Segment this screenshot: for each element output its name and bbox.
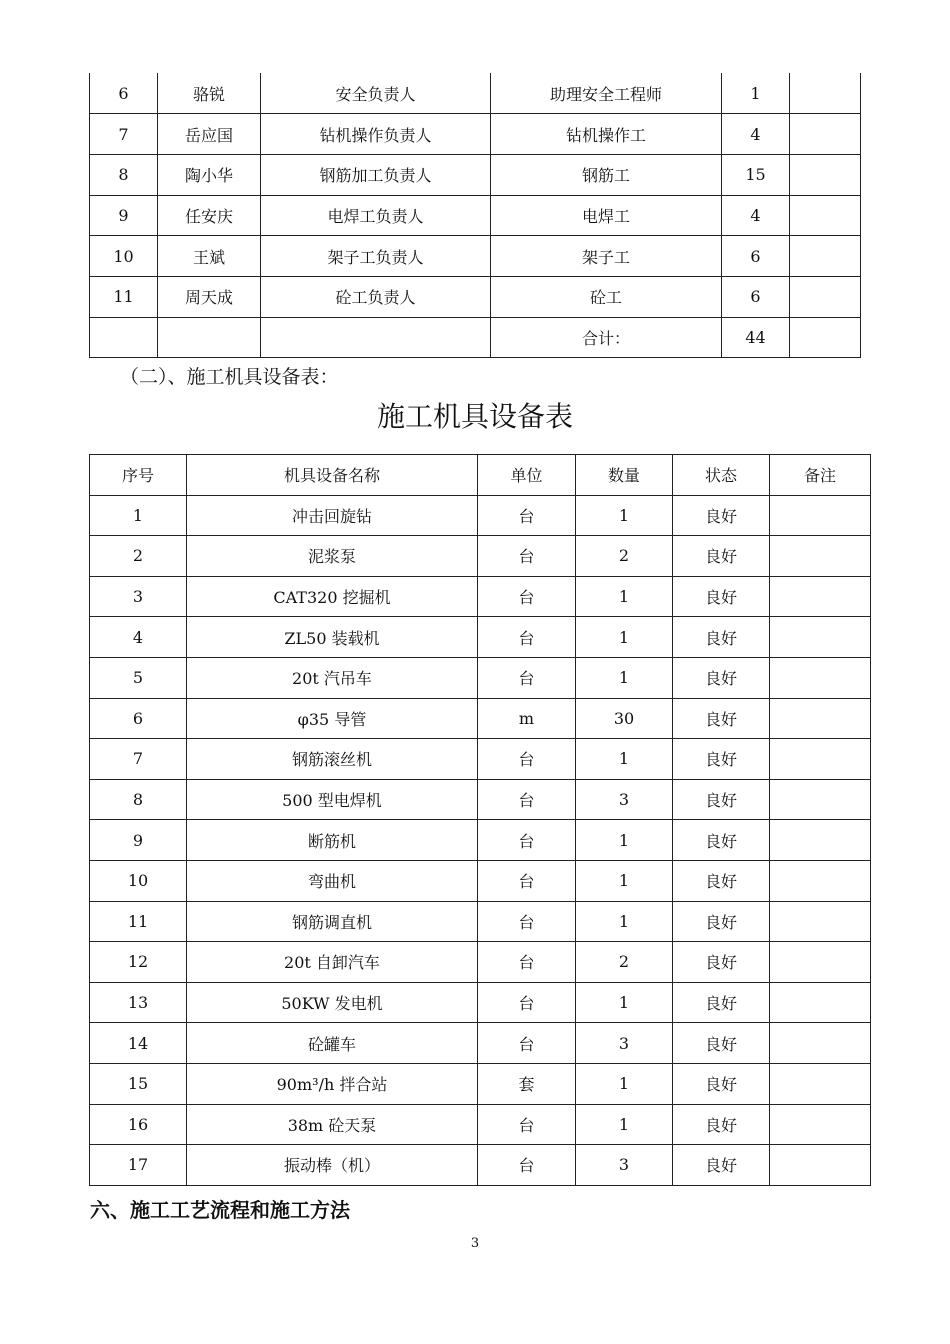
table-row <box>90 617 871 658</box>
cell-qty: 3 <box>576 779 673 820</box>
cell-name: 500 型电焊机 <box>187 779 478 820</box>
cell-no: 7 <box>90 739 187 780</box>
cell-role: 电焊工负责人 <box>261 195 491 236</box>
cell-qty: 1 <box>576 1063 673 1104</box>
cell-remark <box>770 1023 871 1064</box>
cell-name: ZL50 装载机 <box>187 617 478 658</box>
cell-remark <box>790 154 861 195</box>
cell-unit: 台 <box>478 1145 576 1186</box>
chapter-heading: 六、施工工艺流程和施工方法 <box>90 1198 350 1222</box>
page-number: 3 <box>470 1236 480 1251</box>
cell-name: 钢筋调直机 <box>187 901 478 942</box>
cell-count: 6 <box>722 236 790 277</box>
table-row <box>90 195 861 236</box>
total-value: 44 <box>722 317 790 358</box>
table-row <box>90 276 861 317</box>
cell-qty: 30 <box>576 698 673 739</box>
cell-name: 周天成 <box>158 276 261 317</box>
table-row <box>90 576 871 617</box>
cell-status: 良好 <box>673 1023 770 1064</box>
cell-unit: 台 <box>478 820 576 861</box>
cell-unit: 台 <box>478 942 576 983</box>
cell-name: 50KW 发电机 <box>187 982 478 1023</box>
cell-qty: 1 <box>576 982 673 1023</box>
cell-name: 38m 砼天泵 <box>187 1104 478 1145</box>
cell-status: 良好 <box>673 617 770 658</box>
table-row <box>90 495 871 536</box>
header-name: 机具设备名称 <box>187 455 478 496</box>
cell-qty: 1 <box>576 901 673 942</box>
table-row <box>90 1063 871 1104</box>
cell-no: 6 <box>90 698 187 739</box>
header-status: 状态 <box>673 455 770 496</box>
cell-no: 2 <box>90 536 187 577</box>
staff-table <box>89 73 861 358</box>
cell-remark <box>790 114 861 155</box>
cell-remark <box>770 576 871 617</box>
table-header-row <box>90 455 871 496</box>
cell-name: CAT320 挖掘机 <box>187 576 478 617</box>
cell-count: 15 <box>722 154 790 195</box>
cell-unit: 台 <box>478 617 576 658</box>
cell-name: 泥浆泵 <box>187 536 478 577</box>
cell-no: 8 <box>90 779 187 820</box>
table-row <box>90 901 871 942</box>
cell-remark <box>770 495 871 536</box>
cell-trade: 助理安全工程师 <box>491 73 722 114</box>
cell-trade: 钢筋工 <box>491 154 722 195</box>
cell-remark <box>790 195 861 236</box>
cell-status: 良好 <box>673 779 770 820</box>
cell-count: 1 <box>722 73 790 114</box>
total-row <box>90 317 861 358</box>
cell-remark <box>770 779 871 820</box>
cell-remark <box>770 1063 871 1104</box>
cell-no: 7 <box>90 114 158 155</box>
cell-remark <box>770 820 871 861</box>
cell-remark <box>770 617 871 658</box>
cell-status: 良好 <box>673 657 770 698</box>
cell-count: 6 <box>722 276 790 317</box>
total-label: 合计： <box>491 317 722 358</box>
cell-name: 弯曲机 <box>187 860 478 901</box>
cell-name: 任安庆 <box>158 195 261 236</box>
empty-cell <box>261 317 491 358</box>
cell-name: 20t 自卸汽车 <box>187 942 478 983</box>
cell-no: 11 <box>90 276 158 317</box>
cell-no: 16 <box>90 1104 187 1145</box>
cell-qty: 1 <box>576 495 673 536</box>
cell-remark <box>770 1104 871 1145</box>
cell-no: 17 <box>90 1145 187 1186</box>
cell-status: 良好 <box>673 495 770 536</box>
cell-name: 陶小华 <box>158 154 261 195</box>
empty-cell <box>90 317 158 358</box>
cell-remark <box>770 860 871 901</box>
cell-name: 钢筋滚丝机 <box>187 739 478 780</box>
cell-unit: 台 <box>478 576 576 617</box>
cell-qty: 1 <box>576 657 673 698</box>
cell-remark <box>770 739 871 780</box>
cell-status: 良好 <box>673 860 770 901</box>
cell-no: 14 <box>90 1023 187 1064</box>
cell-name: 冲击回旋钻 <box>187 495 478 536</box>
cell-name: 断筋机 <box>187 820 478 861</box>
cell-qty: 1 <box>576 739 673 780</box>
cell-no: 11 <box>90 901 187 942</box>
cell-unit: 台 <box>478 536 576 577</box>
cell-name: 岳应国 <box>158 114 261 155</box>
table-row <box>90 154 861 195</box>
cell-unit: 台 <box>478 982 576 1023</box>
cell-name: φ35 导管 <box>187 698 478 739</box>
empty-cell <box>158 317 261 358</box>
empty-cell <box>790 317 861 358</box>
cell-role: 安全负责人 <box>261 73 491 114</box>
cell-trade: 砼工 <box>491 276 722 317</box>
cell-qty: 1 <box>576 820 673 861</box>
equipment-table-title: 施工机具设备表 <box>376 400 573 433</box>
cell-remark <box>790 236 861 277</box>
table-row <box>90 536 871 577</box>
cell-remark <box>770 942 871 983</box>
cell-status: 良好 <box>673 698 770 739</box>
cell-unit: m <box>478 698 576 739</box>
cell-role: 钢筋加工负责人 <box>261 154 491 195</box>
cell-name: 20t 汽吊车 <box>187 657 478 698</box>
cell-unit: 套 <box>478 1063 576 1104</box>
cell-no: 10 <box>90 236 158 277</box>
cell-unit: 台 <box>478 901 576 942</box>
cell-status: 良好 <box>673 1104 770 1145</box>
cell-qty: 3 <box>576 1023 673 1064</box>
table-row <box>90 657 871 698</box>
cell-no: 5 <box>90 657 187 698</box>
cell-qty: 1 <box>576 617 673 658</box>
cell-no: 12 <box>90 942 187 983</box>
cell-status: 良好 <box>673 739 770 780</box>
cell-unit: 台 <box>478 860 576 901</box>
cell-status: 良好 <box>673 820 770 861</box>
cell-no: 1 <box>90 495 187 536</box>
table-row <box>90 820 871 861</box>
cell-remark <box>770 901 871 942</box>
cell-remark <box>770 982 871 1023</box>
cell-remark <box>770 1145 871 1186</box>
cell-status: 良好 <box>673 576 770 617</box>
cell-status: 良好 <box>673 982 770 1023</box>
cell-remark <box>770 657 871 698</box>
cell-no: 8 <box>90 154 158 195</box>
cell-role: 架子工负责人 <box>261 236 491 277</box>
cell-status: 良好 <box>673 942 770 983</box>
header-no: 序号 <box>90 455 187 496</box>
table-row <box>90 982 871 1023</box>
cell-status: 良好 <box>673 1145 770 1186</box>
cell-qty: 1 <box>576 576 673 617</box>
cell-name: 砼罐车 <box>187 1023 478 1064</box>
cell-count: 4 <box>722 195 790 236</box>
table-row <box>90 1104 871 1145</box>
cell-unit: 台 <box>478 1104 576 1145</box>
cell-status: 良好 <box>673 536 770 577</box>
cell-unit: 台 <box>478 1023 576 1064</box>
table-row <box>90 1145 871 1186</box>
cell-name: 振动棒（机） <box>187 1145 478 1186</box>
table-row <box>90 236 861 277</box>
table-row <box>90 860 871 901</box>
cell-remark <box>770 536 871 577</box>
cell-name: 王斌 <box>158 236 261 277</box>
cell-qty: 1 <box>576 1104 673 1145</box>
cell-no: 13 <box>90 982 187 1023</box>
cell-trade: 架子工 <box>491 236 722 277</box>
cell-count: 4 <box>722 114 790 155</box>
cell-no: 15 <box>90 1063 187 1104</box>
section-heading: （二）、施工机具设备表： <box>120 366 339 388</box>
cell-no: 6 <box>90 73 158 114</box>
cell-remark <box>790 276 861 317</box>
cell-qty: 2 <box>576 536 673 577</box>
cell-unit: 台 <box>478 779 576 820</box>
cell-no: 9 <box>90 195 158 236</box>
header-unit: 单位 <box>478 455 576 496</box>
cell-status: 良好 <box>673 901 770 942</box>
header-qty: 数量 <box>576 455 673 496</box>
cell-remark <box>770 698 871 739</box>
cell-trade: 钻机操作工 <box>491 114 722 155</box>
cell-remark <box>790 73 861 114</box>
table-row <box>90 1023 871 1064</box>
table-row <box>90 739 871 780</box>
cell-no: 3 <box>90 576 187 617</box>
cell-qty: 1 <box>576 860 673 901</box>
header-remark: 备注 <box>770 455 871 496</box>
table-row <box>90 942 871 983</box>
equipment-table <box>89 454 871 1186</box>
cell-no: 4 <box>90 617 187 658</box>
table-row <box>90 698 871 739</box>
table-row <box>90 779 871 820</box>
cell-qty: 3 <box>576 1145 673 1186</box>
cell-unit: 台 <box>478 495 576 536</box>
table-row <box>90 114 861 155</box>
cell-unit: 台 <box>478 739 576 780</box>
cell-status: 良好 <box>673 1063 770 1104</box>
cell-name: 90m³/h 拌合站 <box>187 1063 478 1104</box>
cell-name: 骆锐 <box>158 73 261 114</box>
cell-role: 钻机操作负责人 <box>261 114 491 155</box>
cell-qty: 2 <box>576 942 673 983</box>
cell-no: 9 <box>90 820 187 861</box>
cell-role: 砼工负责人 <box>261 276 491 317</box>
cell-no: 10 <box>90 860 187 901</box>
cell-unit: 台 <box>478 657 576 698</box>
cell-trade: 电焊工 <box>491 195 722 236</box>
table-row <box>90 73 861 114</box>
